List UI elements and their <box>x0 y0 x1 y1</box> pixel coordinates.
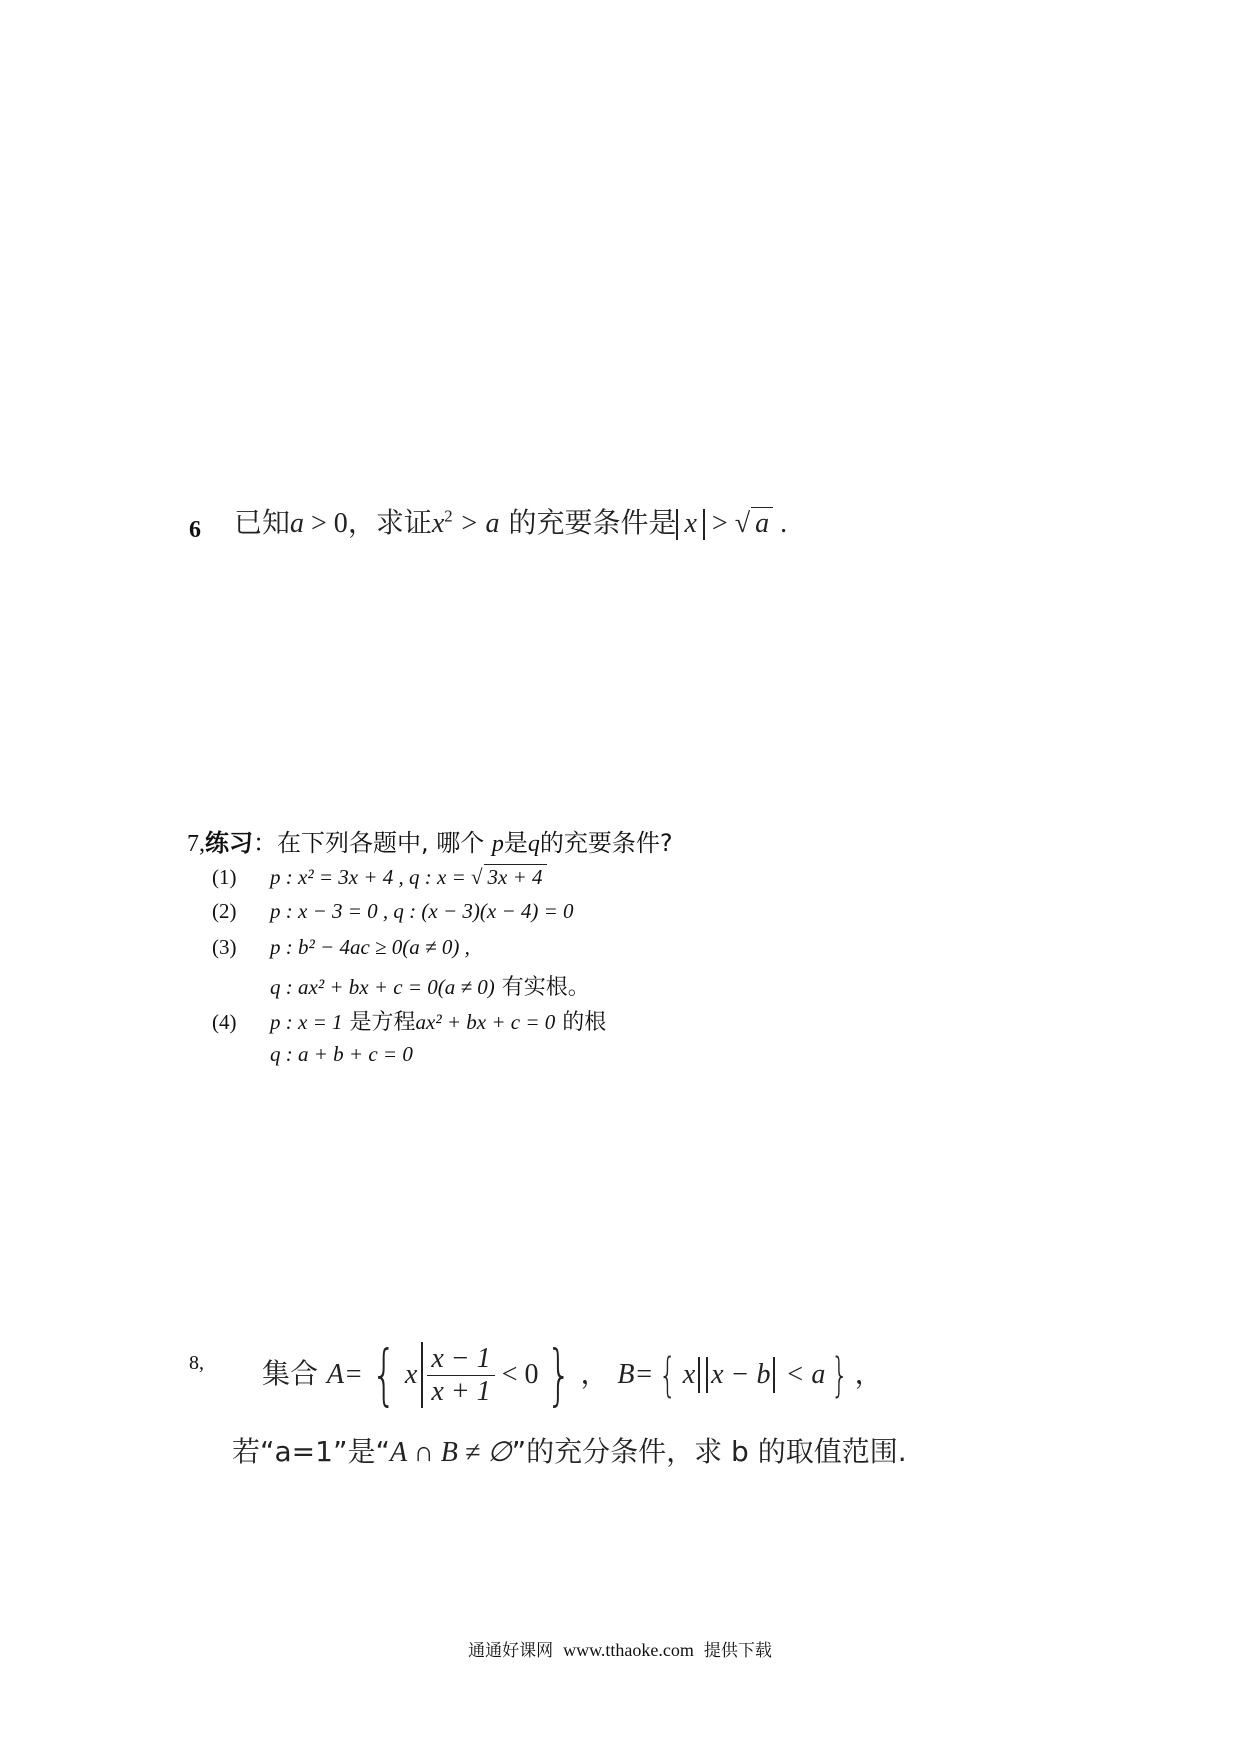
p7-item-text: q : a + b + c = 0 <box>270 1042 413 1066</box>
p6-x: x <box>431 508 445 539</box>
p7-item-3-q <box>270 970 590 1001</box>
p8-frac-num: x − 1 <box>427 1343 494 1376</box>
p8-A: A= <box>326 1359 363 1390</box>
p6-end: . <box>773 508 788 539</box>
p6-gt: > <box>704 508 735 539</box>
p7-item-label: (1) <box>212 865 237 889</box>
right-brace-icon: } <box>546 1336 573 1413</box>
left-brace-icon: { <box>371 1336 397 1413</box>
p7-item-2 <box>212 899 574 924</box>
p8-comma: ， <box>580 1357 609 1390</box>
p7-item-text-b: ax² + bx + c = 0 <box>415 1010 556 1034</box>
p6-gt-a: > a <box>452 508 500 539</box>
p8-lta: < a <box>778 1359 826 1390</box>
problem-7-number: 7, <box>187 831 205 857</box>
p7-title-bold: 练习 <box>205 829 253 857</box>
p7-item-text: q : ax² + bx + c = 0(a ≠ 0) <box>270 975 495 999</box>
p8-x: x <box>404 1359 418 1390</box>
p6-cond-a: a <box>290 508 305 539</box>
p8-bx: x <box>682 1359 696 1390</box>
p7-item-text: p : b² − 4ac ≥ 0(a ≠ 0) , <box>270 935 470 959</box>
p7-item-cn2: 的根 <box>555 1010 607 1035</box>
p7-item-3 <box>212 935 470 960</box>
p7-item-label: (3) <box>212 935 237 959</box>
footer-url: www.tthaoke.com <box>563 1640 694 1660</box>
problem-8-question <box>232 1430 907 1470</box>
sqrt-icon: √ <box>471 865 483 889</box>
p8-set-label: 集合 <box>262 1357 319 1390</box>
p7-item-text: p : x² = 3x + 4 , q : x = <box>270 865 472 889</box>
left-brace-icon: { <box>659 1348 677 1402</box>
problem-6-statement <box>234 501 787 541</box>
p8-line2-expr: A ∩ B ≠ ∅ <box>389 1437 512 1468</box>
p7-title: ：在下列各题中, 哪个 <box>253 829 485 857</box>
p6-square: 2 <box>444 506 453 526</box>
p8-frac-den: x + 1 <box>431 1375 491 1407</box>
p6-mid: 的充要条件是 <box>499 506 677 539</box>
sqrt-icon: √ <box>734 508 751 539</box>
set-builder-bar <box>698 1357 700 1393</box>
p7-item-cn: 是方程 <box>342 1010 416 1035</box>
p6-cond-rel: > 0 <box>304 508 348 539</box>
p7-tail: 的充要条件? <box>539 829 673 857</box>
p8-B: B= <box>617 1359 654 1390</box>
p7-p: p <box>491 831 504 857</box>
p7-item-label: (4) <box>212 1010 237 1034</box>
p7-is: 是 <box>503 829 528 857</box>
abs-bar-right <box>773 1357 775 1393</box>
set-builder-bar <box>421 1342 423 1408</box>
abs-bar-left <box>706 1357 708 1393</box>
p8-line2-b: ”的充分条件，求 b 的取值范围. <box>511 1435 907 1468</box>
p7-item-4 <box>212 1005 606 1036</box>
footer-tail: 提供下载 <box>703 1641 772 1661</box>
problem-6-number: 6 <box>189 517 201 543</box>
p7-q: q <box>527 831 540 857</box>
p7-item-text: p : x = 1 <box>270 1010 343 1034</box>
p7-item-1-sqrt: 3x + 4 <box>484 864 547 890</box>
p8-bexpr: x − b <box>711 1359 771 1390</box>
p7-item-4-q <box>270 1042 413 1067</box>
right-brace-icon: } <box>831 1348 849 1402</box>
p8-lt0: < 0 <box>494 1359 539 1390</box>
problem-8-number: 8, <box>189 1352 204 1374</box>
problem-8-sets <box>262 1336 883 1413</box>
footer-site: 通通好课网 <box>468 1641 554 1661</box>
p7-item-text: p : x − 3 = 0 , q : (x − 3)(x − 4) = 0 <box>270 899 574 923</box>
p8-fraction <box>427 1343 494 1408</box>
p7-item-label: (2) <box>212 899 237 923</box>
p8-line2-a: 若“a=1”是“ <box>232 1435 390 1468</box>
p6-comma: ，求证 <box>347 506 432 539</box>
p7-item-cn: 有实根。 <box>494 975 590 1000</box>
p6-sqrt-a: a <box>751 507 773 540</box>
page-footer <box>0 1636 1240 1661</box>
problem-7-heading <box>187 823 673 858</box>
p7-item-1 <box>212 864 547 890</box>
p6-abs-x: x <box>676 509 704 540</box>
p6-intro: 已知 <box>234 506 291 539</box>
p8-comma2: ， <box>854 1357 883 1390</box>
